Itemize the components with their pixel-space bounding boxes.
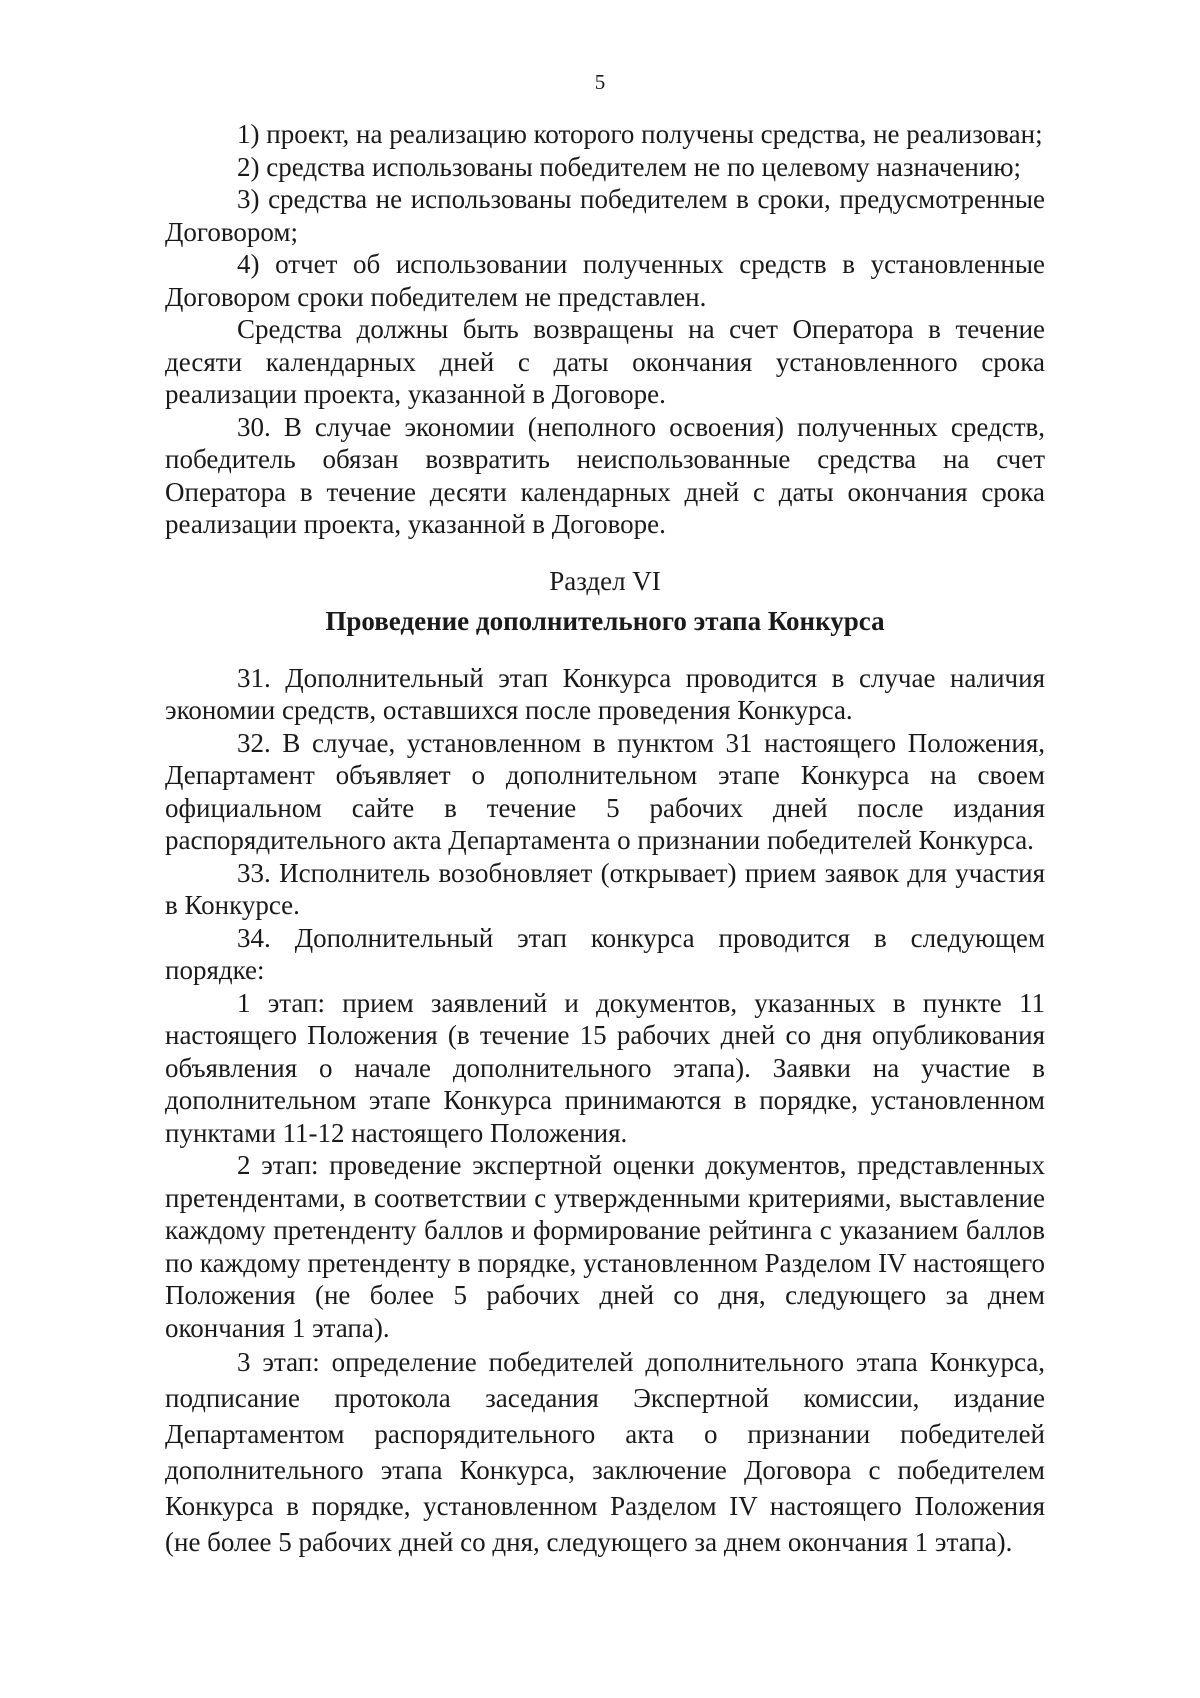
paragraph-33: 33. Исполнитель возобновляет (открывает) прием заявок для участия в Конкурсе. — [165, 857, 1045, 920]
section-number: Раздел VI — [549, 565, 661, 596]
paragraph-item-4: 4) отчет об использовании полученных средств в установленные Договором сроки победителем не представлен. — [165, 249, 1045, 312]
paragraph-item-1: 1) проект, на реализацию которого получены средства, не реализован; — [237, 119, 1043, 149]
paragraph-item-3: 3) средства не использованы победителем в сроки, предусмотренные Договором; — [165, 184, 1045, 247]
paragraph-stage-1: 1 этап: прием заявлений и документов, указанных в пункте 11 настоящего Положения (в течение 15 рабочих дней со дня опубликования объявления о начале дополнительного этапа). Заявки на участие в дополнительном этапе Конкурса принимаются в порядке, установленном пунктами 11-12 настоящего Положения. — [165, 987, 1045, 1148]
paragraph-stage-2: 2 этап: проведение экспертной оценки документов, представленных претендентами, в соответствии с утвержденными критериями, выставление каждому претенденту баллов и формирование рейтинга с указанием баллов по каждому претенденту в порядке, установленном Разделом IV настоящего Положения (не более 5 рабочих дней со дня, следующего за днем окончания 1 этапа). — [165, 1150, 1045, 1343]
paragraph-return-funds: Средства должны быть возвращены на счет Оператора в течение десяти календарных дней с даты окончания установленного срока реализации проекта, указанной в Договоре. — [165, 314, 1045, 409]
paragraph-31: 31. Дополнительный этап Конкурса проводится в случае наличия экономии средств, оставшихся после проведения Конкурса. — [165, 662, 1045, 725]
document-body — [165, 118, 1045, 1560]
paragraph-stage-3: 3 этап: определение победителей дополнительного этапа Конкурса, подписание протокола заседания Экспертной комиссии, издание Департаментом распорядительного акта о признании победителей дополнительного этапа Конкурса, заключение Договора с победителем Конкурса в порядке, установленном Разделом IV настоящего Положения (не более 5 рабочих дней со дня, следующего за днем окончания 1 этапа). — [165, 1347, 1045, 1557]
page-number: 5 — [594, 70, 606, 94]
paragraph-item-2: 2) средства использованы победителем не по целевому назначению; — [237, 151, 1022, 182]
section-title: Проведение дополнительного этапа Конкурса — [325, 606, 885, 636]
paragraph-30: 30. В случае экономии (неполного освоения) полученных средств, победитель обязан возвратить неиспользованные средства на счет Оператора в течение десяти календарных дней с даты окончания срока реализации проекта, указанной в Договоре. — [165, 411, 1045, 539]
paragraph-32: 32. В случае, установленном в пунктом 31 настоящего Положения, Департамент объявляет о дополнительном этапе Конкурса на своем официальном сайте в течение 5 рабочих дней после издания распорядительного акта Департамента о признании победителей Конкурса. — [165, 727, 1045, 855]
paragraph-34: 34. Дополнительный этап конкурса проводится в следующем порядке: — [165, 922, 1045, 985]
